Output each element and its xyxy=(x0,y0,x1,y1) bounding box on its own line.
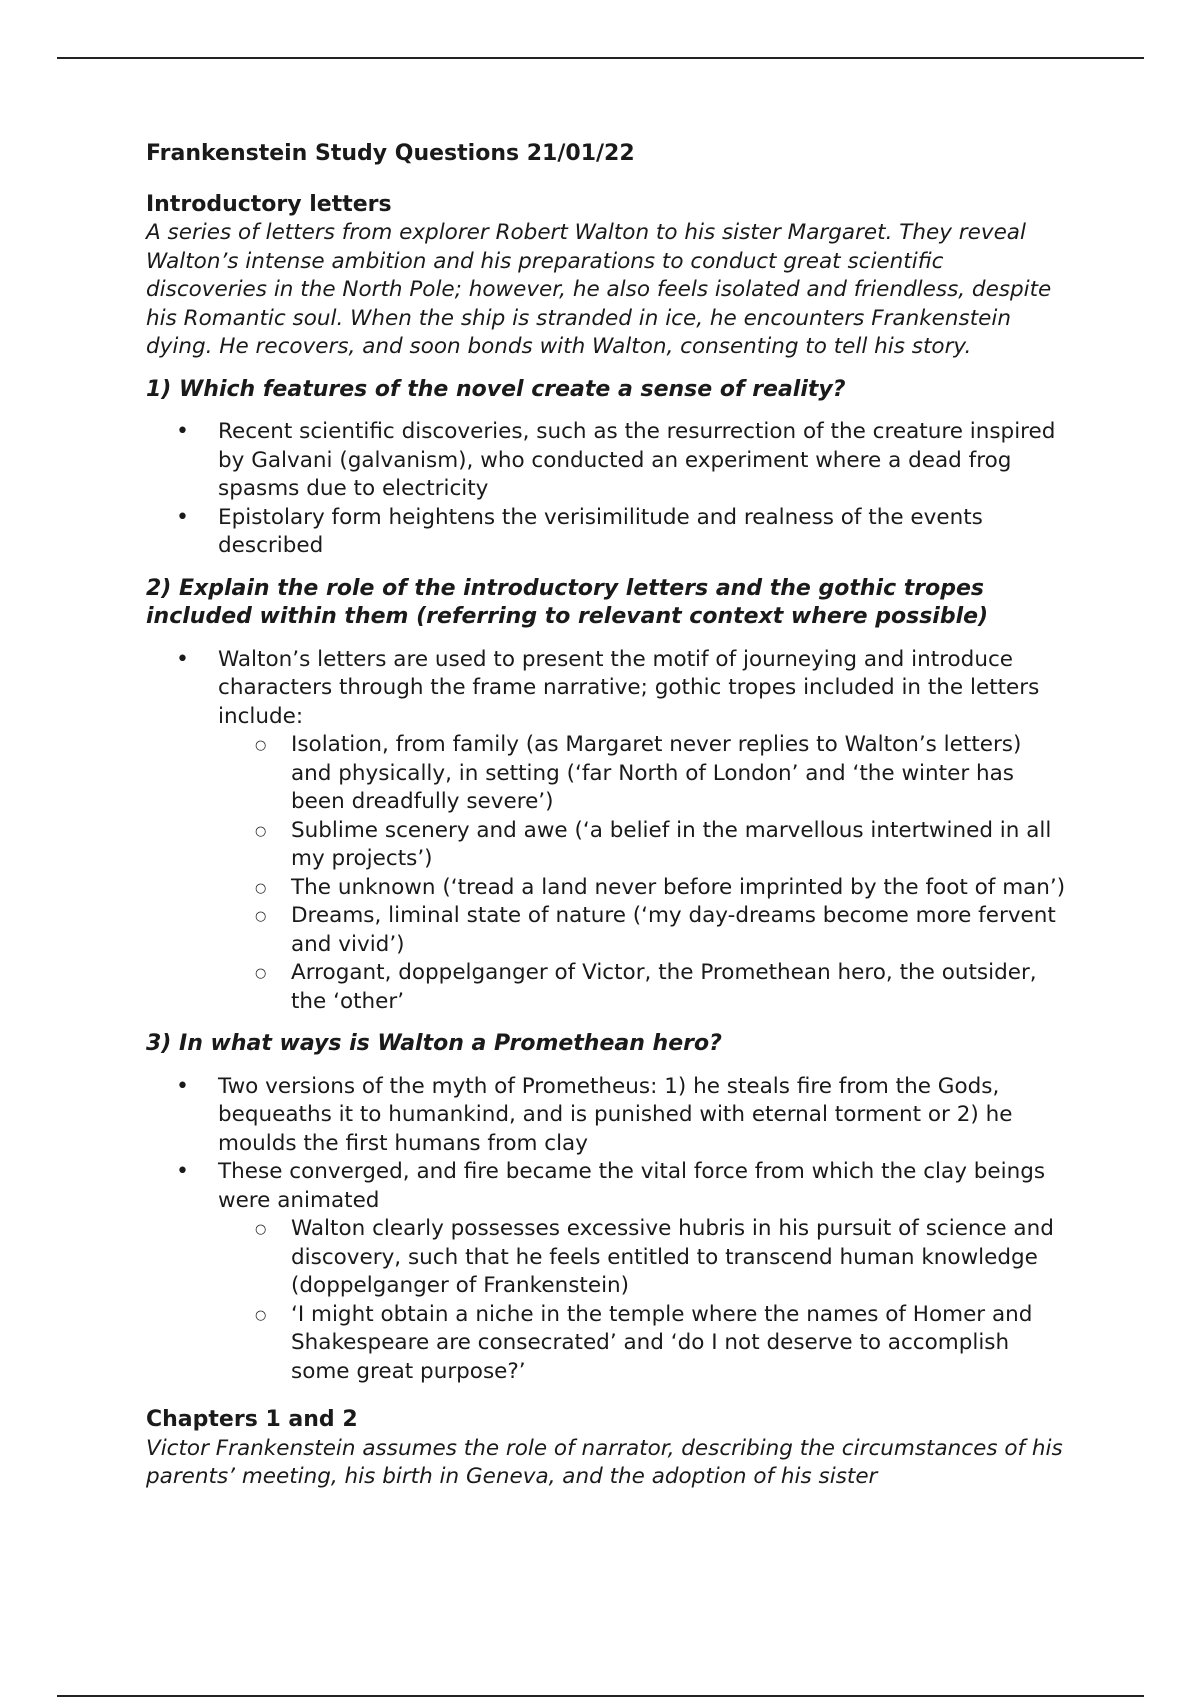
sub-list-item: ○ Walton clearly possesses excessive hubris in his pursuit of science and discovery, such that he feels entitled to transcend human knowledge (doppelganger of Frankenstein) xyxy=(146,1215,1066,1301)
sub-list-item: ○ Arrogant, doppelganger of Victor, the Promethean hero, the outsider, the ‘other’ xyxy=(146,959,1066,1016)
sub-list-item: ○ The unknown (‘tread a land never before imprinted by the foot of man’) xyxy=(146,874,1066,903)
document-title: Frankenstein Study Questions 21/01/22 xyxy=(146,141,635,166)
bottom-rule xyxy=(57,1695,1144,1697)
question-2: 2) Explain the role of the introductory letters and the gothic tropes included within them (referring to relevant context where possible) xyxy=(146,575,989,629)
section-heading-introductory-letters: Introductory letters xyxy=(146,191,392,217)
sub-list-item: ○ Isolation, from family (as Margaret never replies to Walton’s letters) and physically, in setting (‘far North of London’ and ‘the winter has been dreadfully severe’) xyxy=(146,731,1066,817)
list-item-text: Walton’s letters are used to present the motif of journeying and introduce characters through the frame narrative; gothic tropes included in the letters include: xyxy=(218,646,1040,729)
section-heading-chapters-1-2: Chapters 1 and 2 xyxy=(146,1407,358,1432)
list-item xyxy=(146,646,1066,1017)
section-summary-chapters-1-2: Victor Frankenstein assumes the role of narrator, describing the circumstances of his parents’ meeting, his birth in Geneva, and the adoption of his sister xyxy=(146,1435,1063,1489)
answer-list-q3 xyxy=(146,1073,1066,1387)
sub-list xyxy=(218,731,1066,1016)
list-item: • Recent scientific discoveries, such as the resurrection of the creature inspired by Galvani (galvanism), who conducted an experiment where a dead frog spasms due to electricity xyxy=(146,418,1066,504)
list-item: • Two versions of the myth of Prometheus: 1) he steals fire from the Gods, bequeaths it to humankind, and is punished with eternal torment or 2) he moulds the first humans from clay xyxy=(146,1073,1066,1159)
sub-list xyxy=(218,1215,1066,1386)
list-item: • Epistolary form heightens the verisimilitude and realness of the events described xyxy=(146,504,1066,561)
document-page xyxy=(146,140,1066,1506)
list-item xyxy=(146,1158,1066,1386)
sub-list-item: ○ Sublime scenery and awe (‘a belief in the marvellous intertwined in all my projects’) xyxy=(146,817,1066,874)
list-item-text: These converged, and fire became the vital force from which the clay beings were animated xyxy=(218,1159,1046,1213)
sub-list-item: ○ ‘I might obtain a niche in the temple where the names of Homer and Shakespeare are consecrated’ and ‘do I not deserve to accomplish some great purpose?’ xyxy=(146,1301,1066,1387)
top-rule xyxy=(57,57,1144,59)
question-1: 1) Which features of the novel create a sense of reality? xyxy=(146,376,846,402)
answer-list-q2 xyxy=(146,646,1066,1017)
question-3: 3) In what ways is Walton a Promethean hero? xyxy=(146,1031,722,1056)
section-summary-introductory-letters: A series of letters from explorer Robert Walton to his sister Margaret. They reveal Walton’s intense ambition and his preparations to conduct great scientific discoveries in the North Pole; however, he also feels isolated and friendless, despite his Romantic soul. When the ship is stranded in ice, he encounters Frankenstein dying. He recovers, and soon bonds with Walton, consenting to tell his story. xyxy=(146,220,1052,359)
answer-list-q1 xyxy=(146,418,1066,561)
sub-list-item: ○ Dreams, liminal state of nature (‘my day-dreams become more fervent and vivid’) xyxy=(146,902,1066,959)
